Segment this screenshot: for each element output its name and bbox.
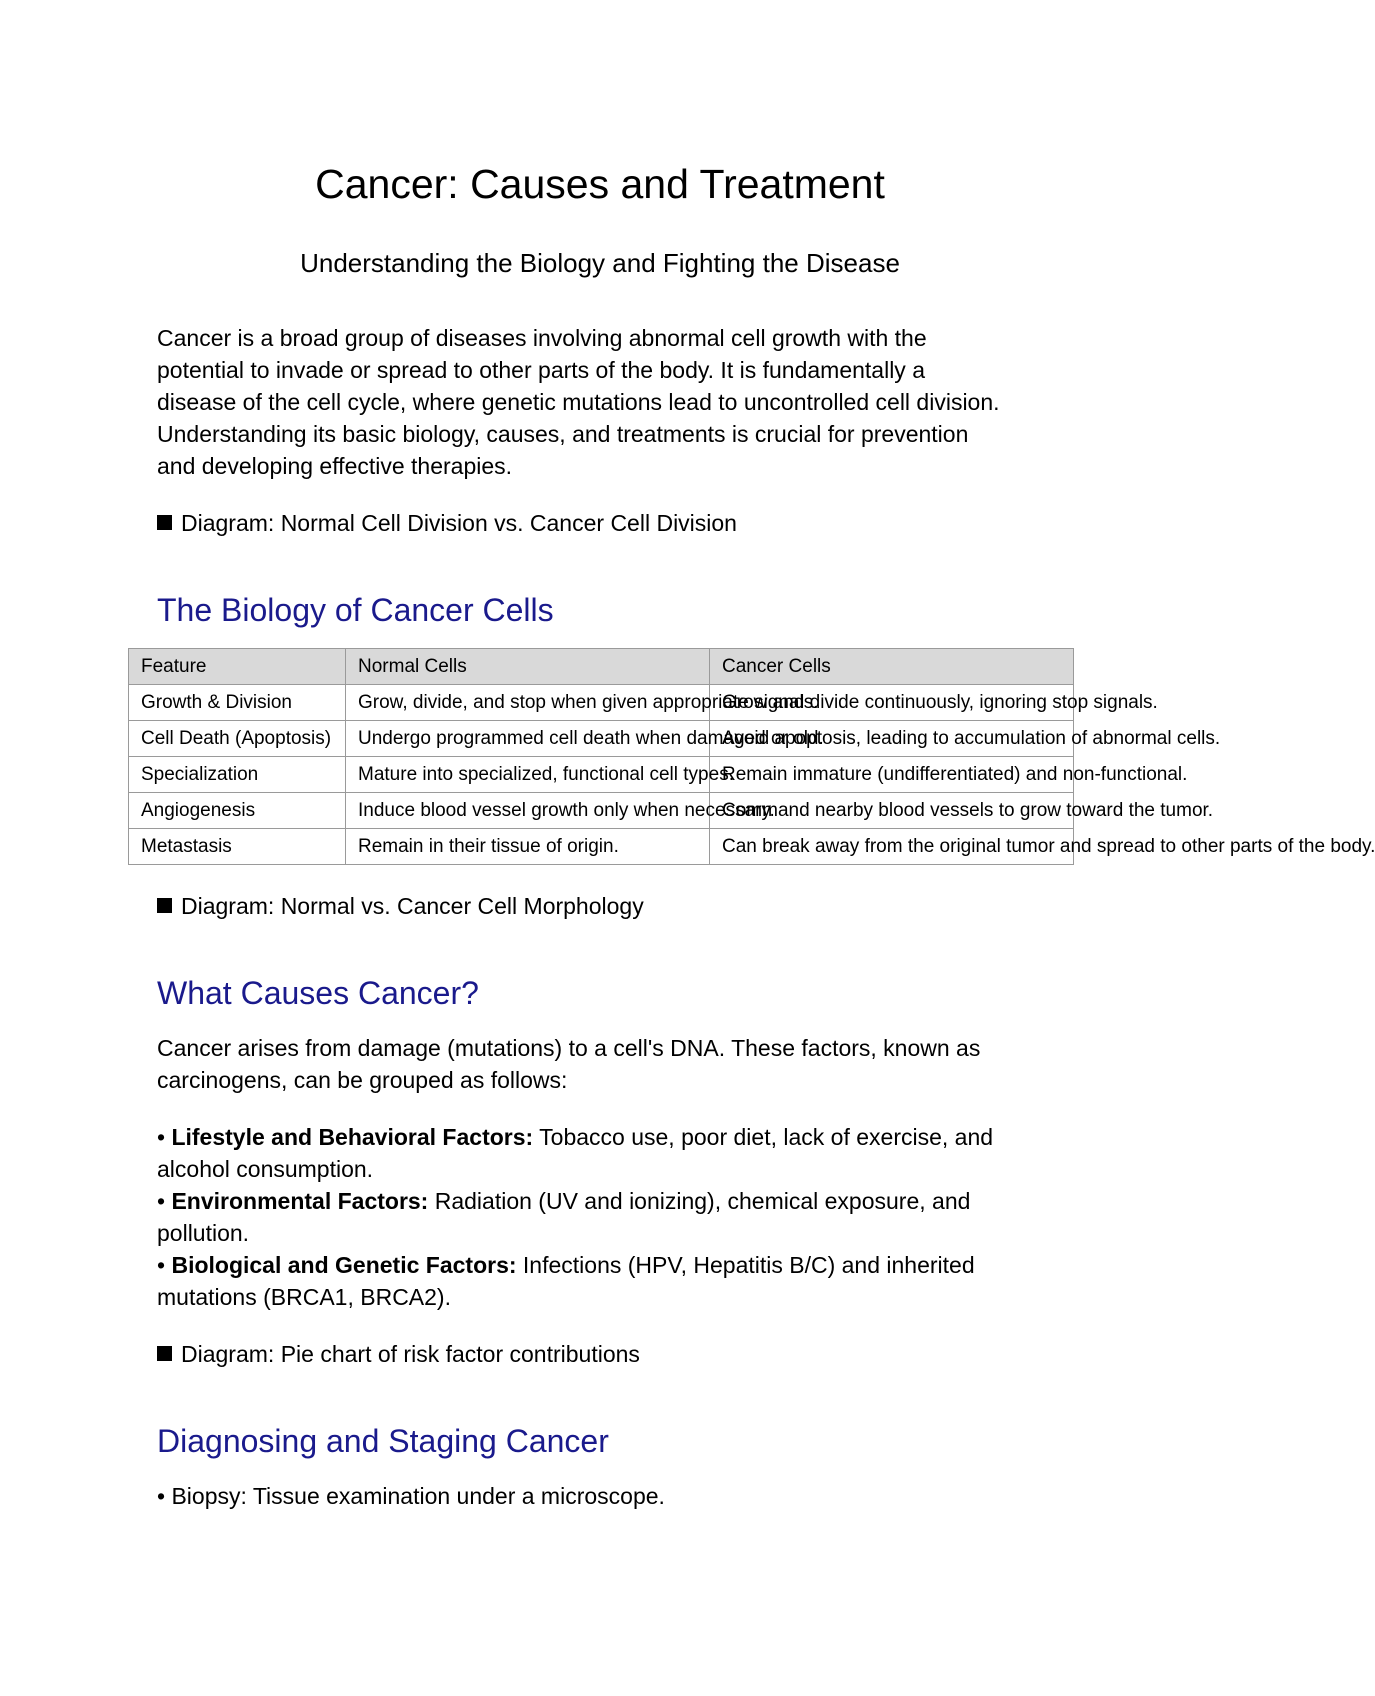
table-cell: Can break away from the original tumor and spread to other parts of the body. — [710, 829, 1074, 865]
diagram-caption-cell-division: Diagram: Normal Cell Division vs. Cancer Cell Division — [157, 507, 737, 539]
list-item: • Biopsy: Tissue examination under a microscope. — [157, 1483, 665, 1509]
black-square-icon — [157, 898, 172, 913]
section-heading-causes: What Causes Cancer? — [157, 975, 479, 1011]
table-cell: Avoid apoptosis, leading to accumulation of abnormal cells. — [710, 721, 1074, 757]
intro-line: disease of the cell cycle, where genetic mutations lead to uncontrolled cell division. — [157, 389, 1000, 415]
causes-intro-line: Cancer arises from damage (mutations) to a cell's DNA. These factors, known as — [157, 1035, 981, 1061]
table-cell: Command nearby blood vessels to grow toward the tumor. — [710, 793, 1074, 829]
table-cell: Metastasis — [129, 829, 346, 865]
table-row — [129, 685, 1074, 721]
table-row — [129, 793, 1074, 829]
table-cell: Cell Death (Apoptosis) — [129, 721, 346, 757]
page-title: Cancer: Causes and Treatment — [315, 161, 885, 207]
list-item: • Lifestyle and Behavioral Factors: Tobacco use, poor diet, lack of exercise, and — [157, 1124, 994, 1150]
section-heading-biology: The Biology of Cancer Cells — [157, 592, 554, 628]
table-cell: Angiogenesis — [129, 793, 346, 829]
table-cell: Grow and divide continuously, ignoring stop signals. — [710, 685, 1074, 721]
table-cell: Grow, divide, and stop when given appropriate signals. — [346, 685, 710, 721]
intro-line: potential to invade or spread to other parts of the body. It is fundamentally a — [157, 357, 925, 383]
table-cell: Remain immature (undifferentiated) and non-functional. — [710, 757, 1074, 793]
list-item: • Environmental Factors: Radiation (UV and ionizing), chemical exposure, and — [157, 1188, 971, 1214]
page-subtitle: Understanding the Biology and Fighting the Disease — [300, 248, 900, 278]
section-heading-diagnosis: Diagnosing and Staging Cancer — [157, 1423, 609, 1459]
list-item-continuation: alcohol consumption. — [157, 1156, 374, 1182]
table-cell: Induce blood vessel growth only when necessary. — [346, 793, 710, 829]
table-header-cell: Feature — [129, 649, 346, 685]
causes-intro-line: carcinogens, can be grouped as follows: — [157, 1067, 568, 1093]
intro-line: Understanding its basic biology, causes, and treatments is crucial for prevention — [157, 421, 969, 447]
diagram-caption-pie-chart: Diagram: Pie chart of risk factor contributions — [157, 1338, 640, 1370]
intro-line: Cancer is a broad group of diseases involving abnormal cell growth with the — [157, 325, 927, 351]
intro-line: and developing effective therapies. — [157, 453, 513, 479]
list-item-continuation: mutations (BRCA1, BRCA2). — [157, 1284, 451, 1310]
table-row — [129, 757, 1074, 793]
black-square-icon — [157, 1346, 172, 1361]
list-item-continuation: pollution. — [157, 1220, 250, 1246]
table-row — [129, 721, 1074, 757]
table-cell: Mature into specialized, functional cell types. — [346, 757, 710, 793]
table-cell: Specialization — [129, 757, 346, 793]
table-header-cell: Normal Cells — [346, 649, 710, 685]
table-cell: Undergo programmed cell death when damaged or old. — [346, 721, 710, 757]
cell-comparison-table — [128, 648, 1375, 865]
table-cell: Growth & Division — [129, 685, 346, 721]
list-item: • Biological and Genetic Factors: Infections (HPV, Hepatitis B/C) and inherited — [157, 1252, 975, 1278]
diagram-caption-morphology: Diagram: Normal vs. Cancer Cell Morphology — [157, 890, 644, 922]
table-row — [129, 829, 1074, 865]
table-cell: Remain in their tissue of origin. — [346, 829, 710, 865]
table-header-cell: Cancer Cells — [710, 649, 1074, 685]
black-square-icon — [157, 515, 172, 530]
table-header-row — [129, 649, 1074, 685]
